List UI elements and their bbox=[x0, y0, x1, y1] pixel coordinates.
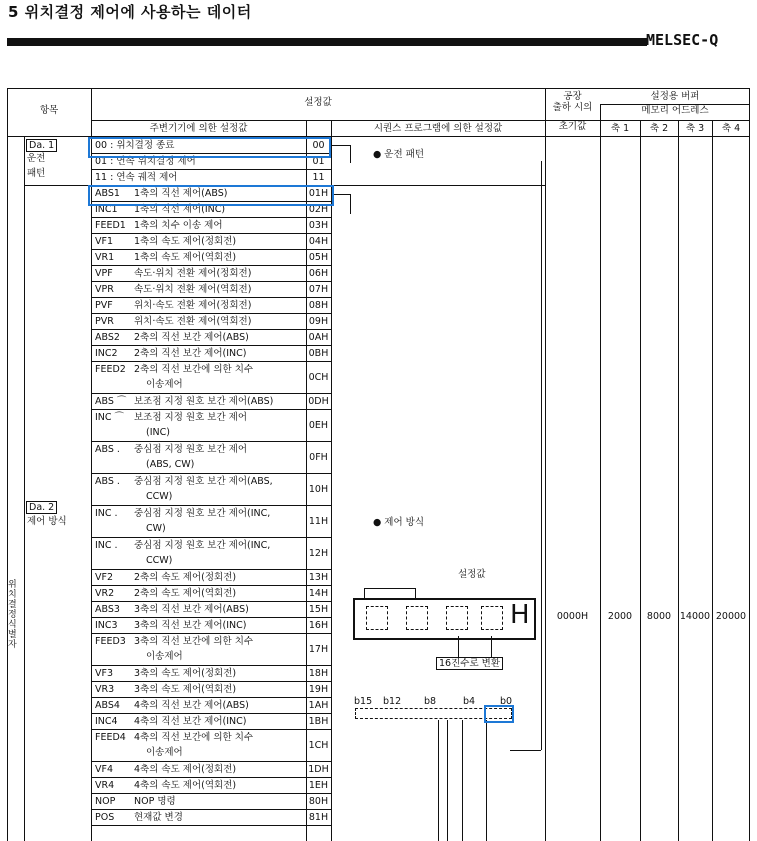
da1-row-text: 11 : 연속 궤적 제어 bbox=[95, 172, 178, 183]
row-divider bbox=[91, 665, 331, 666]
row-value: 1AH bbox=[308, 699, 329, 711]
row-desc: 2축의 속도 제어(역회전) bbox=[134, 588, 237, 599]
row-divider bbox=[91, 329, 331, 330]
header-factory-3: 초기값 bbox=[558, 121, 587, 132]
row-divider bbox=[91, 601, 331, 602]
header-by-sequence: 시퀀스 프로그램에 의한 설정값 bbox=[373, 123, 503, 134]
row-divider bbox=[91, 249, 331, 250]
row-divider bbox=[91, 537, 331, 538]
header-factory-2: 출하 시의 bbox=[552, 102, 593, 113]
row-code: VF3 bbox=[95, 668, 114, 679]
register-digit-box bbox=[481, 606, 503, 630]
bit-arrow bbox=[486, 720, 487, 841]
row-divider bbox=[91, 233, 331, 234]
row-value: 0FH bbox=[309, 451, 328, 463]
row-value: 1EH bbox=[308, 779, 329, 791]
section-title: 5 위치결정 제어에 사용하는 데이터 bbox=[8, 3, 252, 21]
row-code: INC2 bbox=[95, 348, 118, 359]
row-code: INC ⌒ bbox=[95, 412, 125, 423]
row-desc: 3축의 속도 제어(역회전) bbox=[134, 684, 237, 695]
row-divider bbox=[91, 585, 331, 586]
row-desc-2: 이송제어 bbox=[146, 747, 183, 758]
row-desc: 1축의 직선 제어(ABS) bbox=[134, 188, 228, 199]
row-code: ABS ⌒ bbox=[95, 396, 127, 407]
row-desc: 3축의 직선 보간 제어(INC) bbox=[134, 620, 247, 631]
row-desc-2: 이송제어 bbox=[146, 651, 183, 662]
da1-row-value: 01 bbox=[312, 156, 325, 167]
row-desc: 3축의 직선 보간에 의한 치수 bbox=[134, 636, 254, 647]
row-value: 07H bbox=[308, 283, 329, 295]
da1-row-value: 00 bbox=[312, 140, 325, 151]
row-code: INC . bbox=[95, 508, 118, 519]
axis3-address: 14000 bbox=[679, 611, 711, 622]
da1-label-1: 운전 bbox=[27, 153, 46, 164]
row-desc: NOP 명령 bbox=[134, 796, 176, 807]
row-code: ABS4 bbox=[95, 700, 120, 711]
row-value: 19H bbox=[308, 683, 329, 695]
bit-arrow bbox=[438, 720, 439, 841]
table-top-border bbox=[7, 88, 750, 89]
bit-label-4: b0 bbox=[500, 696, 513, 707]
row-code: ABS3 bbox=[95, 604, 120, 615]
row-value: 08H bbox=[308, 299, 329, 311]
row-value: 16H bbox=[308, 619, 329, 631]
row-desc: 1축의 치수 이송 제어 bbox=[134, 220, 223, 231]
row-value: 0EH bbox=[308, 419, 329, 431]
connector-da1 bbox=[331, 145, 350, 146]
register-digit-box bbox=[406, 606, 428, 630]
row-code: PVR bbox=[95, 316, 114, 327]
v-line bbox=[415, 588, 416, 598]
row-desc: 3축의 직선 보간 제어(ABS) bbox=[134, 604, 249, 615]
row-divider bbox=[91, 761, 331, 762]
row-divider bbox=[91, 729, 331, 730]
da1-row-text: 01 : 연속 위치결정 제어 bbox=[95, 156, 196, 167]
row-value: 06H bbox=[308, 267, 329, 279]
bit-label-3: b4 bbox=[463, 696, 476, 707]
factory-value: 0000H bbox=[556, 611, 589, 622]
bit-arrow bbox=[462, 720, 463, 841]
row-value: 02H bbox=[308, 203, 329, 215]
row-desc: 중심점 지정 원호 보간 제어 bbox=[134, 444, 248, 455]
connector-da2 bbox=[350, 194, 351, 214]
register-digit-box bbox=[366, 606, 388, 630]
da1-tag: Da. 1 bbox=[26, 139, 57, 152]
da2-note: ● 제어 방식 bbox=[373, 517, 425, 528]
row-divider bbox=[91, 569, 331, 570]
row-desc: 2축의 속도 제어(정회전) bbox=[134, 572, 237, 583]
register-digit-box bbox=[446, 606, 468, 630]
row-code: NOP bbox=[95, 796, 116, 807]
row-desc: 중심점 지정 원호 보간 제어(INC, bbox=[134, 508, 271, 519]
v-line bbox=[545, 88, 546, 841]
brand-label: MELSEC-Q bbox=[646, 31, 719, 49]
row-code: INC3 bbox=[95, 620, 118, 631]
row-code: VPF bbox=[95, 268, 113, 279]
da1-row-text: 00 : 위치결정 종료 bbox=[95, 140, 175, 151]
row-value: 15H bbox=[308, 603, 329, 615]
row-code: VF2 bbox=[95, 572, 114, 583]
row-code: VF1 bbox=[95, 236, 114, 247]
row-divider bbox=[91, 345, 331, 346]
h-line bbox=[91, 120, 545, 121]
axis1-address: 2000 bbox=[607, 611, 633, 622]
da1-row-value: 11 bbox=[312, 172, 325, 183]
da2-tag: Da. 2 bbox=[26, 501, 57, 514]
row-divider bbox=[91, 617, 331, 618]
v-line bbox=[24, 137, 25, 841]
row-divider bbox=[91, 809, 331, 810]
axis2-address: 8000 bbox=[646, 611, 672, 622]
row-desc: 2축의 직선 보간에 의한 치수 bbox=[134, 364, 254, 375]
header-setting: 설정값 bbox=[304, 97, 332, 108]
da1-note: ● 운전 패턴 bbox=[373, 149, 425, 160]
row-desc: 현재값 변경 bbox=[134, 812, 183, 823]
row-code: POS bbox=[95, 812, 115, 823]
bit-label-0: b15 bbox=[354, 696, 373, 707]
row-desc: 속도·위치 전환 제어(역회전) bbox=[134, 284, 252, 295]
header-axis-4: 축 4 bbox=[721, 123, 741, 134]
header-axis-1: 축 1 bbox=[610, 123, 630, 134]
row-divider bbox=[91, 409, 331, 410]
da1-row-divider bbox=[91, 169, 331, 170]
row-divider bbox=[91, 313, 331, 314]
header-rule bbox=[7, 38, 647, 46]
row-code: FEED2 bbox=[95, 364, 126, 375]
header-factory-1: 공장 bbox=[563, 91, 582, 102]
bit-arrow bbox=[447, 720, 448, 841]
row-desc: 4축의 속도 제어(정회전) bbox=[134, 764, 237, 775]
row-value: 01H bbox=[308, 187, 329, 199]
v-line bbox=[458, 636, 459, 657]
row-code: VF4 bbox=[95, 764, 114, 775]
row-divider bbox=[91, 265, 331, 266]
row-code: ABS . bbox=[95, 476, 120, 487]
row-divider bbox=[91, 825, 331, 826]
row-desc: 위치·속도 전환 제어(정회전) bbox=[134, 300, 252, 311]
row-code: INC4 bbox=[95, 716, 118, 727]
row-value: 0BH bbox=[308, 347, 329, 359]
v-line bbox=[712, 120, 713, 841]
v-line bbox=[364, 588, 365, 598]
row-divider bbox=[91, 217, 331, 218]
da1-label-2: 패턴 bbox=[27, 168, 46, 179]
row-code: PVF bbox=[95, 300, 113, 311]
da2-label: 제어 방식 bbox=[27, 516, 67, 527]
row-desc: 4축의 직선 보간 제어(INC) bbox=[134, 716, 247, 727]
row-desc: 위치·속도 전환 제어(역회전) bbox=[134, 316, 252, 327]
highlight-abs1-row bbox=[88, 185, 334, 206]
row-desc: 속도·위치 전환 제어(정회전) bbox=[134, 268, 252, 279]
row-code: FEED1 bbox=[95, 220, 126, 231]
row-value: 09H bbox=[308, 315, 329, 327]
axis4-address: 20000 bbox=[715, 611, 747, 622]
row-desc: 보조점 지정 원호 보간 제어 bbox=[134, 412, 248, 423]
row-code: ABS2 bbox=[95, 332, 120, 343]
row-desc: 2축의 직선 보간 제어(INC) bbox=[134, 348, 247, 359]
row-desc: 1축의 직선 제어(INC) bbox=[134, 204, 226, 215]
v-line bbox=[640, 120, 641, 841]
row-desc: 1축의 속도 제어(역회전) bbox=[134, 252, 237, 263]
row-code: INC1 bbox=[95, 204, 118, 215]
row-code: ABS1 bbox=[95, 188, 120, 199]
row-code: VR2 bbox=[95, 588, 115, 599]
row-value: 14H bbox=[308, 587, 329, 599]
row-desc: 3축의 속도 제어(정회전) bbox=[134, 668, 237, 679]
row-desc-2: CCW) bbox=[146, 555, 173, 566]
header-item: 항목 bbox=[39, 105, 59, 116]
diagram-set-label: 설정값 bbox=[458, 569, 486, 580]
row-divider bbox=[91, 697, 331, 698]
header-buffer-2: 메모리 어드레스 bbox=[641, 105, 709, 116]
row-value: 1CH bbox=[308, 739, 329, 751]
highlight-b0-bits bbox=[484, 705, 514, 723]
row-value: 05H bbox=[308, 251, 329, 263]
row-value: 17H bbox=[308, 643, 329, 655]
row-divider bbox=[91, 473, 331, 474]
sidebar-label: 위치결정 식별자 bbox=[8, 580, 17, 650]
row-divider bbox=[91, 505, 331, 506]
row-value: 1DH bbox=[308, 763, 329, 775]
row-value: 03H bbox=[308, 219, 329, 231]
header-axis-3: 축 3 bbox=[685, 123, 705, 134]
row-divider bbox=[91, 393, 331, 394]
bit-label-2: b8 bbox=[424, 696, 437, 707]
row-divider bbox=[91, 681, 331, 682]
row-value: 04H bbox=[308, 235, 329, 247]
v-line bbox=[600, 104, 601, 841]
convert-label: 16진수로 변환 bbox=[436, 657, 503, 670]
v-line bbox=[331, 120, 332, 841]
bit-label-1: b12 bbox=[383, 696, 402, 707]
v-line bbox=[491, 636, 492, 657]
row-desc-2: (INC) bbox=[146, 427, 170, 438]
connector-da1 bbox=[350, 145, 351, 163]
table-right-border bbox=[749, 88, 750, 841]
header-buffer-1: 설정용 버퍼 bbox=[650, 91, 700, 102]
row-desc: 4축의 직선 보간에 의한 치수 bbox=[134, 732, 254, 743]
row-value: 0DH bbox=[308, 395, 329, 407]
row-value: 0AH bbox=[308, 331, 329, 343]
row-desc: 2축의 직선 보간 제어(ABS) bbox=[134, 332, 249, 343]
row-value: 80H bbox=[308, 795, 329, 807]
row-divider bbox=[91, 713, 331, 714]
row-divider bbox=[91, 633, 331, 634]
row-desc: 4축의 직선 보간 제어(ABS) bbox=[134, 700, 249, 711]
row-divider bbox=[91, 777, 331, 778]
row-divider bbox=[91, 441, 331, 442]
return-line bbox=[510, 750, 541, 751]
row-divider bbox=[91, 361, 331, 362]
register-h: H bbox=[510, 600, 530, 630]
row-value: 18H bbox=[308, 667, 329, 679]
row-divider bbox=[91, 297, 331, 298]
row-value: 13H bbox=[308, 571, 329, 583]
row-desc: 1축의 속도 제어(정회전) bbox=[134, 236, 237, 247]
row-code: VPR bbox=[95, 284, 114, 295]
row-desc: 4축의 속도 제어(역회전) bbox=[134, 780, 237, 791]
row-desc-2: CCW) bbox=[146, 491, 173, 502]
return-line bbox=[541, 161, 542, 750]
row-value: 12H bbox=[308, 547, 329, 559]
row-code: VR1 bbox=[95, 252, 115, 263]
row-desc: 중심점 지정 원호 보간 제어(INC, bbox=[134, 540, 271, 551]
highlight-da1-row bbox=[88, 137, 331, 158]
row-desc: 보조점 지정 원호 보간 제어(ABS) bbox=[134, 396, 274, 407]
header-by-peripheral: 주변기기에 의한 설정값 bbox=[149, 123, 248, 134]
row-code: ABS . bbox=[95, 444, 120, 455]
arrow-base bbox=[364, 588, 415, 589]
row-value: 0CH bbox=[308, 371, 329, 383]
row-divider bbox=[91, 793, 331, 794]
row-desc-2: (ABS, CW) bbox=[146, 459, 195, 470]
row-code: FEED3 bbox=[95, 636, 126, 647]
row-code: VR3 bbox=[95, 684, 115, 695]
row-code: VR4 bbox=[95, 780, 115, 791]
header-axis-2: 축 2 bbox=[649, 123, 669, 134]
row-desc-2: 이송제어 bbox=[146, 379, 183, 390]
table-left-border bbox=[7, 88, 8, 841]
row-divider bbox=[91, 281, 331, 282]
row-desc: 중심점 지정 원호 보간 제어(ABS, bbox=[134, 476, 273, 487]
row-value: 11H bbox=[308, 515, 329, 527]
row-code: FEED4 bbox=[95, 732, 126, 743]
row-value: 81H bbox=[308, 811, 329, 823]
row-code: INC . bbox=[95, 540, 118, 551]
row-value: 1BH bbox=[308, 715, 329, 727]
row-desc-2: CW) bbox=[146, 523, 166, 534]
v-line bbox=[678, 120, 679, 841]
row-value: 10H bbox=[308, 483, 329, 495]
